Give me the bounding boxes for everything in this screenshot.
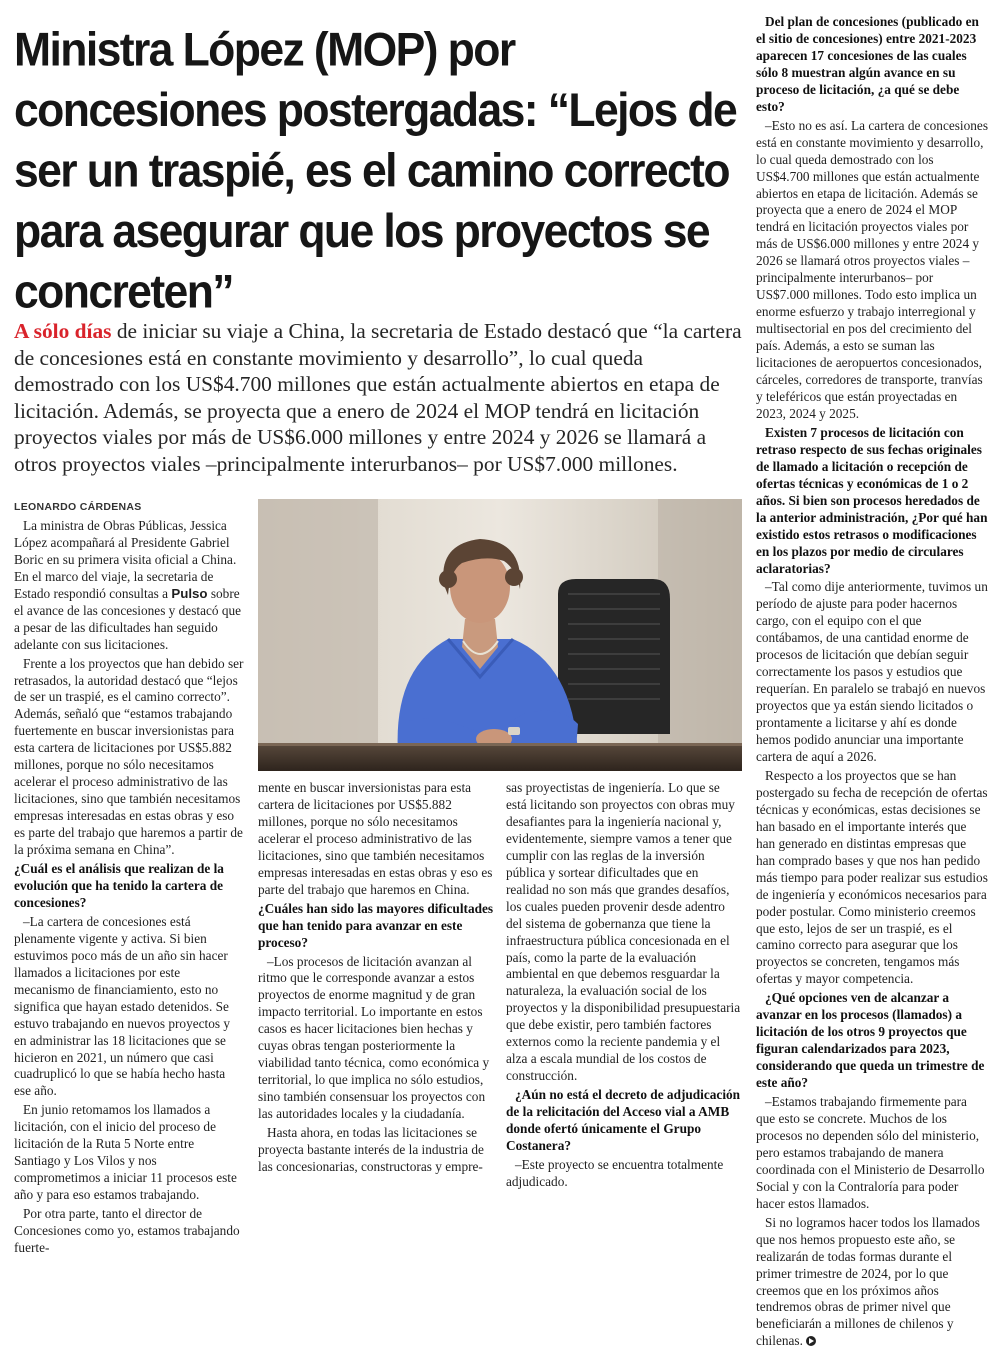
brand-name: Pulso bbox=[171, 585, 208, 601]
paragraph: sas proyectistas de ingeniería. Lo que se está licitando son proyectos con obras muy desafiantes para la ingeniería nacional y, evidentemente, siempre vamos a tener que cumplir con las reglas de la inversión pública y sortear dificultades que en realidad no son más que grandes desafíos, los cuales pueden provenir desde adentro del sistema de gobernanza que tiene la infraestructura pública concesionada en el país, como la parte de la evaluación ambiental en que debemos resguardar la naturaleza, la evaluación social de los proyectos y la disponibilidad presupuestaria que debe existir, pero también factores externos como la reciente pandemia y el alza a escala mundial de los costos de construcción. bbox=[506, 780, 741, 1084]
column-4 bbox=[756, 14, 989, 1349]
column-2 bbox=[258, 780, 496, 1174]
paragraph: La ministra de Obras Públicas, Jessica López acompañará al Presidente Gabriel Boric en su primera visita oficial a China. En el marco del viaje, la secretaria de Estado respondió consultas a Pulso sobre el avance de las concesiones y destacó que a pesar de las dificultades han seguido adelante con sus licitaciones. bbox=[14, 517, 242, 652]
interview-question: ¿Aún no está el decreto de adjudicación de la relicitación del Acceso vial a AMB donde ofertó únicamente el Grupo Costanera? bbox=[506, 1087, 741, 1154]
paragraph: –Estamos trabajando firmemente para que esto se concrete. Muchos de los procesos no dependen sólo del ministerio, pero estamos trabajando de manera coordinada con el Ministerio de Desarrollo Social y con la Contraloría para poder hacer estos llamados. bbox=[756, 1094, 985, 1211]
lead-paragraph bbox=[14, 318, 742, 477]
interview-question: ¿Qué opciones ven de alcanzar a avanzar en los procesos (llamados) a licitación de los otros 9 proyectos que figuran calendarizados para 2023, considerando que queda un trimestre de este año? bbox=[756, 990, 985, 1091]
interview-question: ¿Cuál es el análisis que realizan de la evolución que ha tenido la cartera de concesiones? bbox=[14, 861, 224, 910]
paragraph: mente en buscar inversionistas para esta cartera de licitaciones por US$5.882 millones, porque no sólo necesitamos acelerar el proceso administrativo de las licitaciones, sino que también necesitamos empresas interesadas en estas obras y eso es parte del trabajo que haremos en China. bbox=[258, 780, 493, 897]
lead-kicker: A sólo días bbox=[14, 319, 112, 343]
paragraph: –Los procesos de licitación avanzan al ritmo que le corresponde avanzar a estos proyectos de enorme magnitud y de gran impacto territorial. Lo importante en estos casos es hacer licitaciones bien hechas y cuyas obras tengan posteriormente la viabilidad tanto técnica, como económica y territorial, lo que implica no sólo estudios, sino también consensuar los proyectos con las autoridades locales y la ciudadanía. bbox=[258, 953, 490, 1122]
byline: LEONARDO CÁRDENAS bbox=[14, 501, 142, 513]
paragraph: Frente a los proyectos que han debido ser retrasados, la autoridad destacó que “lejos de ser un traspié, es el camino correcto”. Además, señaló que “estamos trabajando fuertemente en buscar inversionistas para esta cartera de licitaciones por US$5.882 millones, porque no sólo necesitamos acelerar el proceso administrativo de las licitaciones, sino que también necesitamos empresas interesadas en estas obras y eso es parte del trabajo que haremos a partir de la próxima semana en China”. bbox=[14, 655, 244, 858]
column-1 bbox=[14, 499, 244, 1255]
paragraph: –Esto no es así. La cartera de concesiones está en constante movimiento y desarrollo, lo cual queda demostrado con los US$4.700 millones que están actualmente abiertos en etapa de licitación. Además se proyecta que a enero de 2024 el MOP tendrá en licitación proyectos viales por más de US$6.000 millones y entre 2024 y 2026 se llamará otros proyectos viales –principalmente interurbanos– por US$7.000 millones. Todo esto implica un enorme esfuerzo y trabajo interregional y multisectorial en pos del crecimiento del país. Además, a esto se suman las licitaciones de aeropuertos concesionados, cárceles, corredores de transporte, tranvías y teleféricos que están proyectadas en 2023, 2024 y 2025. bbox=[756, 117, 989, 421]
interview-question: ¿Cuáles han sido las mayores dificultades que han tenido para avanzar en este proceso? bbox=[258, 900, 494, 950]
paragraph: En junio retomamos los llamados a licitación, con el inicio del proceso de licitación de la Ruta 5 Norte entre Santiago y Los Vilos y nos comprometimos a iniciar 11 procesos este año y para eso estamos trabajando. bbox=[14, 1102, 237, 1203]
paragraph: –Este proyecto se encuentra totalmente adjudicado. bbox=[506, 1156, 724, 1189]
minister-photo bbox=[258, 499, 742, 771]
paragraph: –Tal como dije anteriormente, tuvimos un período de ajuste para poder hacernos cargo, con el equipo con el que contábamos, de una cantidad enorme de procesos de licitación que debían seguir correctamente los pasos y estudios que requerían. En paralelo se trabajó en nuevos proyectos que ya están siendo licitados o prontamente a licitarse y ahí es donde hemos podido anunciar una importante cartera de aquí a 2026. bbox=[756, 579, 988, 764]
column-3 bbox=[506, 780, 742, 1189]
headline: Ministra López (MOP) por concesiones postergadas: “Lejos de ser un traspié, es el camino correcto para asegurar que los proyectos se concreten” bbox=[14, 24, 737, 318]
paragraph: Hasta ahora, en todas las licitaciones se proyecta bastante interés de la industria de las concesionarias, constructoras y empre- bbox=[258, 1125, 484, 1174]
paragraph: Por otra parte, tanto el director de Concesiones como yo, estamos trabajando fuerte- bbox=[14, 1206, 240, 1255]
paragraph: Si no logramos hacer todos los llamados que nos hemos propuesto este año, se realizarán de todas formas durante el primer trimestre de 2024, por lo que creemos que en los próximos años tendremos obras de primer nivel que beneficiarán a millones de chilenos y chilenas. bbox=[756, 1214, 980, 1349]
lead-text: de iniciar su viaje a China, la secretaria de Estado destacó que “la cartera de concesiones está en constante movimiento y desarrollo”, lo cual queda demostrado con los US$4.700 millones que están actualmente abiertos en etapa de licitación. Además, se proyecta que a enero de 2024 el MOP tendrá en licitación proyectos viales por más de US$6.000 millones y entre 2024 y 2026 se llamará a otros proyectos viales –principalmente interurbanos– por US$7.000 millones. bbox=[14, 319, 742, 476]
end-of-article-icon bbox=[806, 1336, 816, 1346]
paragraph: –La cartera de concesiones está plenamente vigente y activa. Si bien estuvimos poco más de un año sin hacer llamados a licitaciones por este mecanismo de financiamiento, esto no significa que hayan estado detenidos. Se estuvo trabajando en nuevos proyectos y en administrar las 18 licitaciones que se hicieron en 2021, un número que casi cuadruplicó lo que se había hecho hasta ese año. bbox=[14, 913, 231, 1099]
paragraph: Respecto a los proyectos que se han postergado su fecha de recepción de ofertas técnicas y económicas, estas decisiones se han basado en el importante interés que han generado en distintas empresas que han comprado bases y que nos han pedido más tiempo para poder realizar sus estudios de ingeniería y económicos necesarios para poder postular. Como ministerio creemos que esto, lejos de ser un traspié, es el camino correcto para asegurar que los proyectos se concreten, tengamos más ofertas y mayor competencia. bbox=[756, 767, 988, 987]
interview-question: Del plan de concesiones (publicado en el sitio de concesiones) entre 2021-2023 aparecen 17 concesiones de las cuales sólo 8 muestran algún avance en su proceso de licitación, ¿a qué se debe esto? bbox=[756, 14, 979, 114]
interview-question: Existen 7 procesos de licitación con retraso respecto de sus fechas originales de llamado a licitación o recepción de ofertas técnicas y económicas de 1 o 2 años. Si bien son procesos heredados de la anterior administración, ¿Por qué han existido estos retrasos o modificaciones en los plazos por medio de circulares aclaratorias? bbox=[756, 424, 988, 576]
